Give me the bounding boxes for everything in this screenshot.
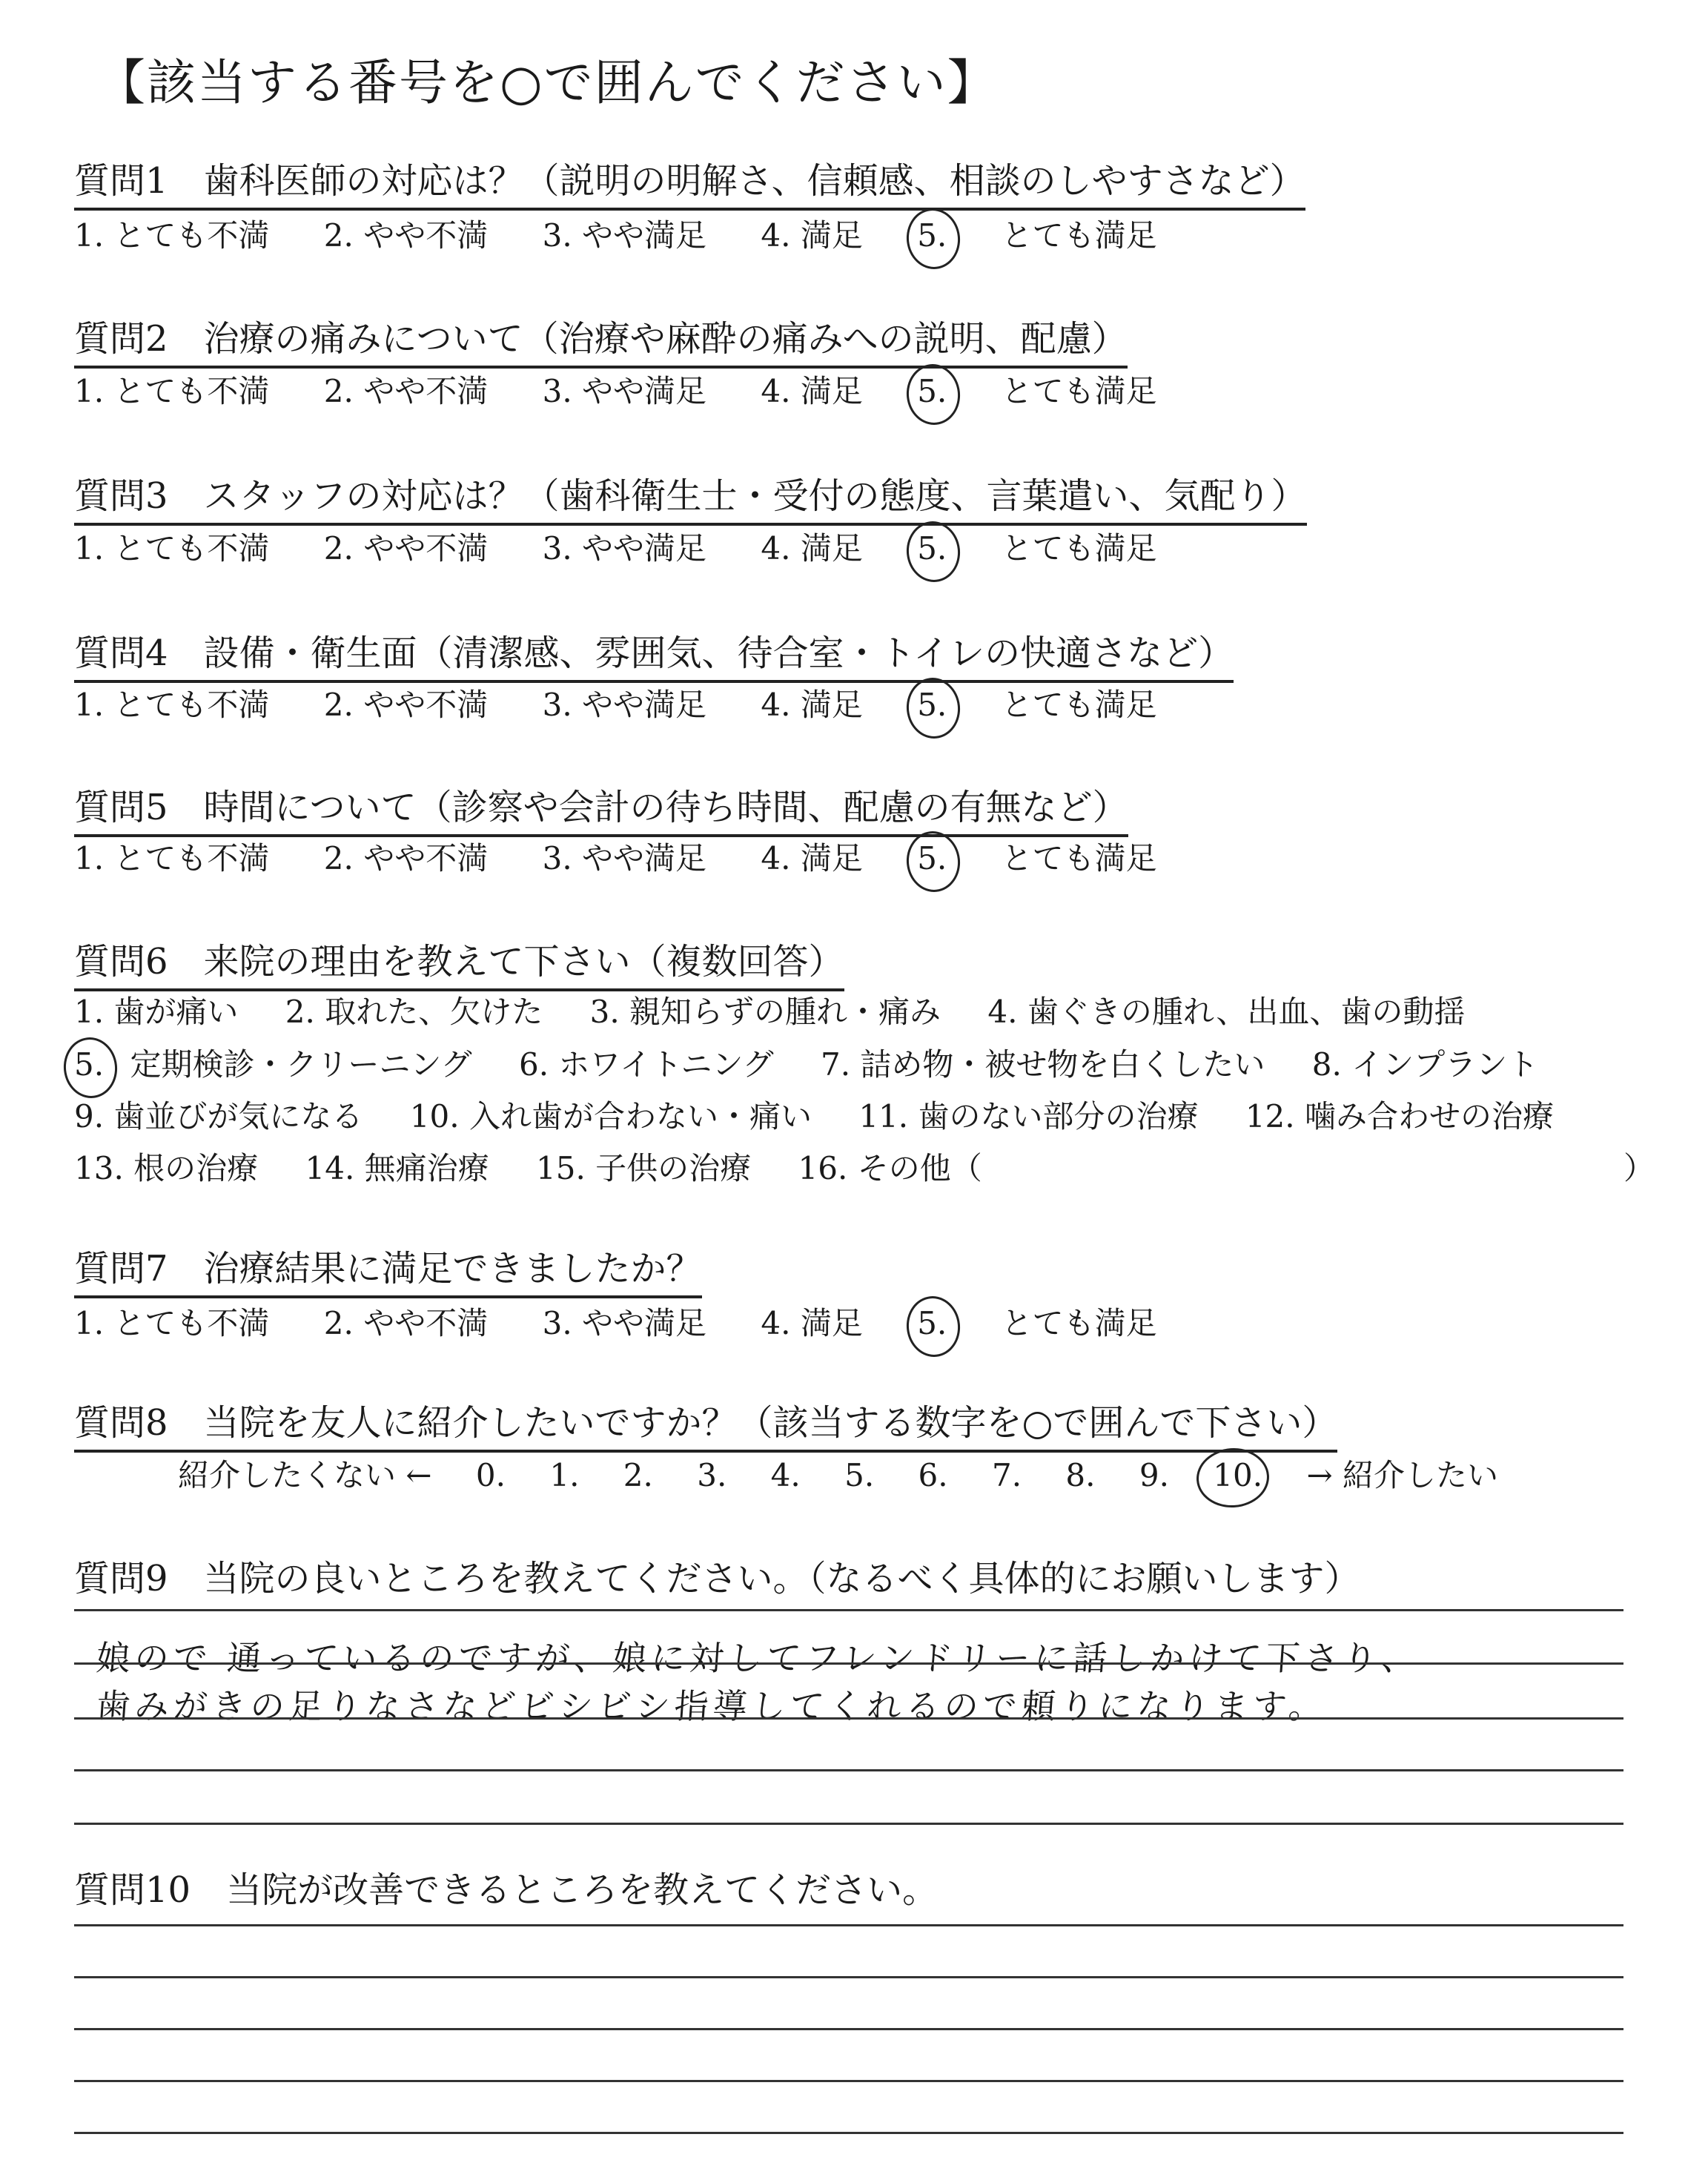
option-4[interactable]: 4. 満足 <box>761 217 863 254</box>
answer-line <box>74 1662 1623 1665</box>
question-4 <box>74 624 1234 683</box>
option-5-selected[interactable]: 5. <box>917 840 947 876</box>
answer-line <box>74 2132 1623 2134</box>
question-6-row-3 <box>74 1092 1591 1137</box>
answer-line <box>74 1924 1623 1926</box>
question-number: 質問9 <box>74 1558 168 1599</box>
question-7 <box>74 1240 702 1298</box>
scale-number[interactable]: 4. <box>770 1457 801 1493</box>
q6-option[interactable]: 12. 噛み合わせの治療 <box>1245 1098 1554 1135</box>
handwritten-answer-line-1: 娘ので 通っているのですが、娘に対してフレンドリーに話しかけて下さり、 <box>94 1638 1422 1678</box>
question-number: 質問1 <box>74 160 168 202</box>
option-2[interactable]: 2. やや不満 <box>323 373 489 409</box>
option-5-label: とても満足 <box>1001 373 1157 409</box>
option-3[interactable]: 3. やや満足 <box>542 530 707 567</box>
option-5-selected[interactable]: 5. <box>917 373 947 409</box>
q6-option[interactable]: 15. 子供の治療 <box>536 1150 752 1186</box>
scale-number[interactable]: 5. <box>844 1457 875 1493</box>
question-6-row-1 <box>74 988 1502 1032</box>
scale-right-label: → 紹介したい <box>1306 1457 1498 1493</box>
option-5-selected[interactable]: 5. <box>917 1305 947 1341</box>
question-8 <box>74 1394 1337 1453</box>
option-3[interactable]: 3. やや満足 <box>542 687 707 723</box>
other-close-paren: ） <box>1623 1150 1655 1186</box>
question-number: 質問7 <box>74 1248 168 1289</box>
option-1[interactable]: 1. とても不満 <box>74 687 270 723</box>
question-6-row-2 <box>74 1040 1575 1085</box>
scale-number[interactable]: 8. <box>1065 1457 1096 1493</box>
option-2[interactable]: 2. やや不満 <box>323 217 489 254</box>
option-4[interactable]: 4. 満足 <box>761 687 863 723</box>
option-5-label: とても満足 <box>1001 840 1157 876</box>
answer-line <box>74 1769 1623 1771</box>
question-number: 質問3 <box>74 475 168 517</box>
question-text: 設備・衛生面（清潔感、雰囲気、待合室・トイレの快適さなど） <box>203 633 1234 674</box>
answer-line <box>74 1823 1623 1825</box>
scale-number[interactable]: 6. <box>918 1457 948 1493</box>
option-4[interactable]: 4. 満足 <box>761 530 863 567</box>
option-3[interactable]: 3. やや満足 <box>542 840 707 876</box>
question-text: 治療の痛みについて（治療や麻酔の痛みへの説明、配慮） <box>203 318 1128 360</box>
option-1[interactable]: 1. とても不満 <box>74 373 270 409</box>
question-3-options <box>74 524 1157 569</box>
question-6-row-4 <box>74 1144 1019 1189</box>
option-3[interactable]: 3. やや満足 <box>542 1305 707 1341</box>
option-5-selected[interactable]: 5. <box>917 217 947 254</box>
question-text: 当院が改善できるところを教えてください。 <box>226 1869 939 1911</box>
question-10 <box>74 1861 938 1917</box>
question-text: 当院の良いところを教えてください。（なるべく具体的にお願いします） <box>203 1558 1360 1599</box>
question-number: 質問5 <box>74 787 168 828</box>
option-3[interactable]: 3. やや満足 <box>542 373 707 409</box>
q6-option[interactable]: 14. 無痛治療 <box>305 1150 489 1186</box>
q6-option[interactable]: 6. ホワイトニング <box>518 1046 774 1083</box>
option-5-label: とても満足 <box>1001 530 1157 567</box>
option-2[interactable]: 2. やや不満 <box>323 1305 489 1341</box>
answer-line <box>74 2028 1623 2030</box>
q6-option-other[interactable]: 16. その他（ <box>798 1150 982 1186</box>
option-1[interactable]: 1. とても不満 <box>74 217 270 254</box>
scale-left-label: 紹介したくない ← <box>178 1457 432 1493</box>
option-2[interactable]: 2. やや不満 <box>323 687 489 723</box>
scale-number[interactable]: 0. <box>475 1457 506 1493</box>
question-5 <box>74 779 1128 837</box>
answer-line <box>74 1609 1623 1611</box>
scale-number[interactable]: 9. <box>1139 1457 1169 1493</box>
option-2[interactable]: 2. やや不満 <box>323 530 489 567</box>
q6-option[interactable]: 4. 歯ぐきの腫れ、出血、歯の動揺 <box>987 994 1466 1030</box>
scale-number[interactable]: 3. <box>697 1457 727 1493</box>
question-number: 質問4 <box>74 633 168 674</box>
question-2-options <box>74 367 1157 412</box>
question-7-options <box>74 1299 1157 1344</box>
scale-number-selected[interactable]: 10. <box>1213 1457 1263 1493</box>
option-3[interactable]: 3. やや満足 <box>542 217 707 254</box>
q6-option-label: 定期検診・クリーニング <box>130 1046 472 1083</box>
question-2 <box>74 310 1128 369</box>
question-text: 来院の理由を教えて下さい（複数回答） <box>203 941 844 982</box>
question-number: 質問8 <box>74 1402 168 1444</box>
recommend-scale <box>178 1451 1532 1496</box>
option-5-selected[interactable]: 5. <box>917 687 947 723</box>
question-3 <box>74 467 1307 526</box>
q6-option[interactable]: 9. 歯並びが気になる <box>74 1098 363 1135</box>
q6-option[interactable]: 8. インプラント <box>1311 1046 1539 1083</box>
option-5-label: とても満足 <box>1001 687 1157 723</box>
question-number: 質問10 <box>74 1869 191 1911</box>
question-4-options <box>74 681 1157 725</box>
q6-option[interactable]: 13. 根の治療 <box>74 1150 259 1186</box>
option-4[interactable]: 4. 満足 <box>761 373 863 409</box>
question-number: 質問6 <box>74 941 168 982</box>
question-9 <box>74 1550 1360 1605</box>
question-text: 時間について（診察や会計の待ち時間、配慮の有無など） <box>203 787 1128 828</box>
answer-line <box>74 2080 1623 2082</box>
option-1[interactable]: 1. とても不満 <box>74 840 270 876</box>
option-1[interactable]: 1. とても不満 <box>74 1305 270 1341</box>
option-1[interactable]: 1. とても不満 <box>74 530 270 567</box>
option-4[interactable]: 4. 満足 <box>761 840 863 876</box>
q6-option[interactable]: 3. 親知らずの腫れ・痛み <box>589 994 941 1030</box>
question-6 <box>74 933 844 991</box>
handwritten-answer-line-2: 歯みがきの足りなさなどビシビシ指導してくれるので頼りになります。 <box>94 1686 1329 1726</box>
answer-line <box>74 1976 1623 1978</box>
question-1-options <box>74 211 1157 256</box>
q6-option-selected[interactable]: 5. <box>74 1046 105 1083</box>
q6-option[interactable]: 1. 歯が痛い <box>74 994 239 1030</box>
scale-number[interactable]: 1. <box>549 1457 580 1493</box>
option-2[interactable]: 2. やや不満 <box>323 840 489 876</box>
page-title: 【該当する番号を○で囲んでください】 <box>96 54 998 111</box>
scale-number[interactable]: 7. <box>991 1457 1022 1493</box>
question-text: 治療結果に満足できましたか？ <box>203 1248 702 1289</box>
option-5-label: とても満足 <box>1001 217 1157 254</box>
scale-number[interactable]: 2. <box>623 1457 653 1493</box>
q6-option[interactable]: 11. 歯のない部分の治療 <box>858 1098 1199 1135</box>
question-5-options <box>74 834 1157 879</box>
question-text: 歯科医師の対応は？（説明の明解さ、信頼感、相談のしやすさなど） <box>203 160 1305 202</box>
q6-option[interactable]: 7. 詰め物・被せ物を白くしたい <box>820 1046 1265 1083</box>
option-5-label: とても満足 <box>1001 1305 1157 1341</box>
option-5-selected[interactable]: 5. <box>917 530 947 567</box>
answer-line <box>74 1717 1623 1720</box>
option-4[interactable]: 4. 満足 <box>761 1305 863 1341</box>
question-text: 当院を友人に紹介したいですか？（該当する数字を○で囲んで下さい） <box>203 1402 1338 1444</box>
question-number: 質問2 <box>74 318 168 360</box>
question-text: スタッフの対応は？（歯科衛生士・受付の態度、言葉遣い、気配り） <box>203 475 1307 517</box>
question-1 <box>74 152 1305 211</box>
q6-option[interactable]: 10. 入れ歯が合わない・痛い <box>409 1098 812 1135</box>
q6-option[interactable]: 2. 取れた、欠けた <box>285 994 543 1030</box>
